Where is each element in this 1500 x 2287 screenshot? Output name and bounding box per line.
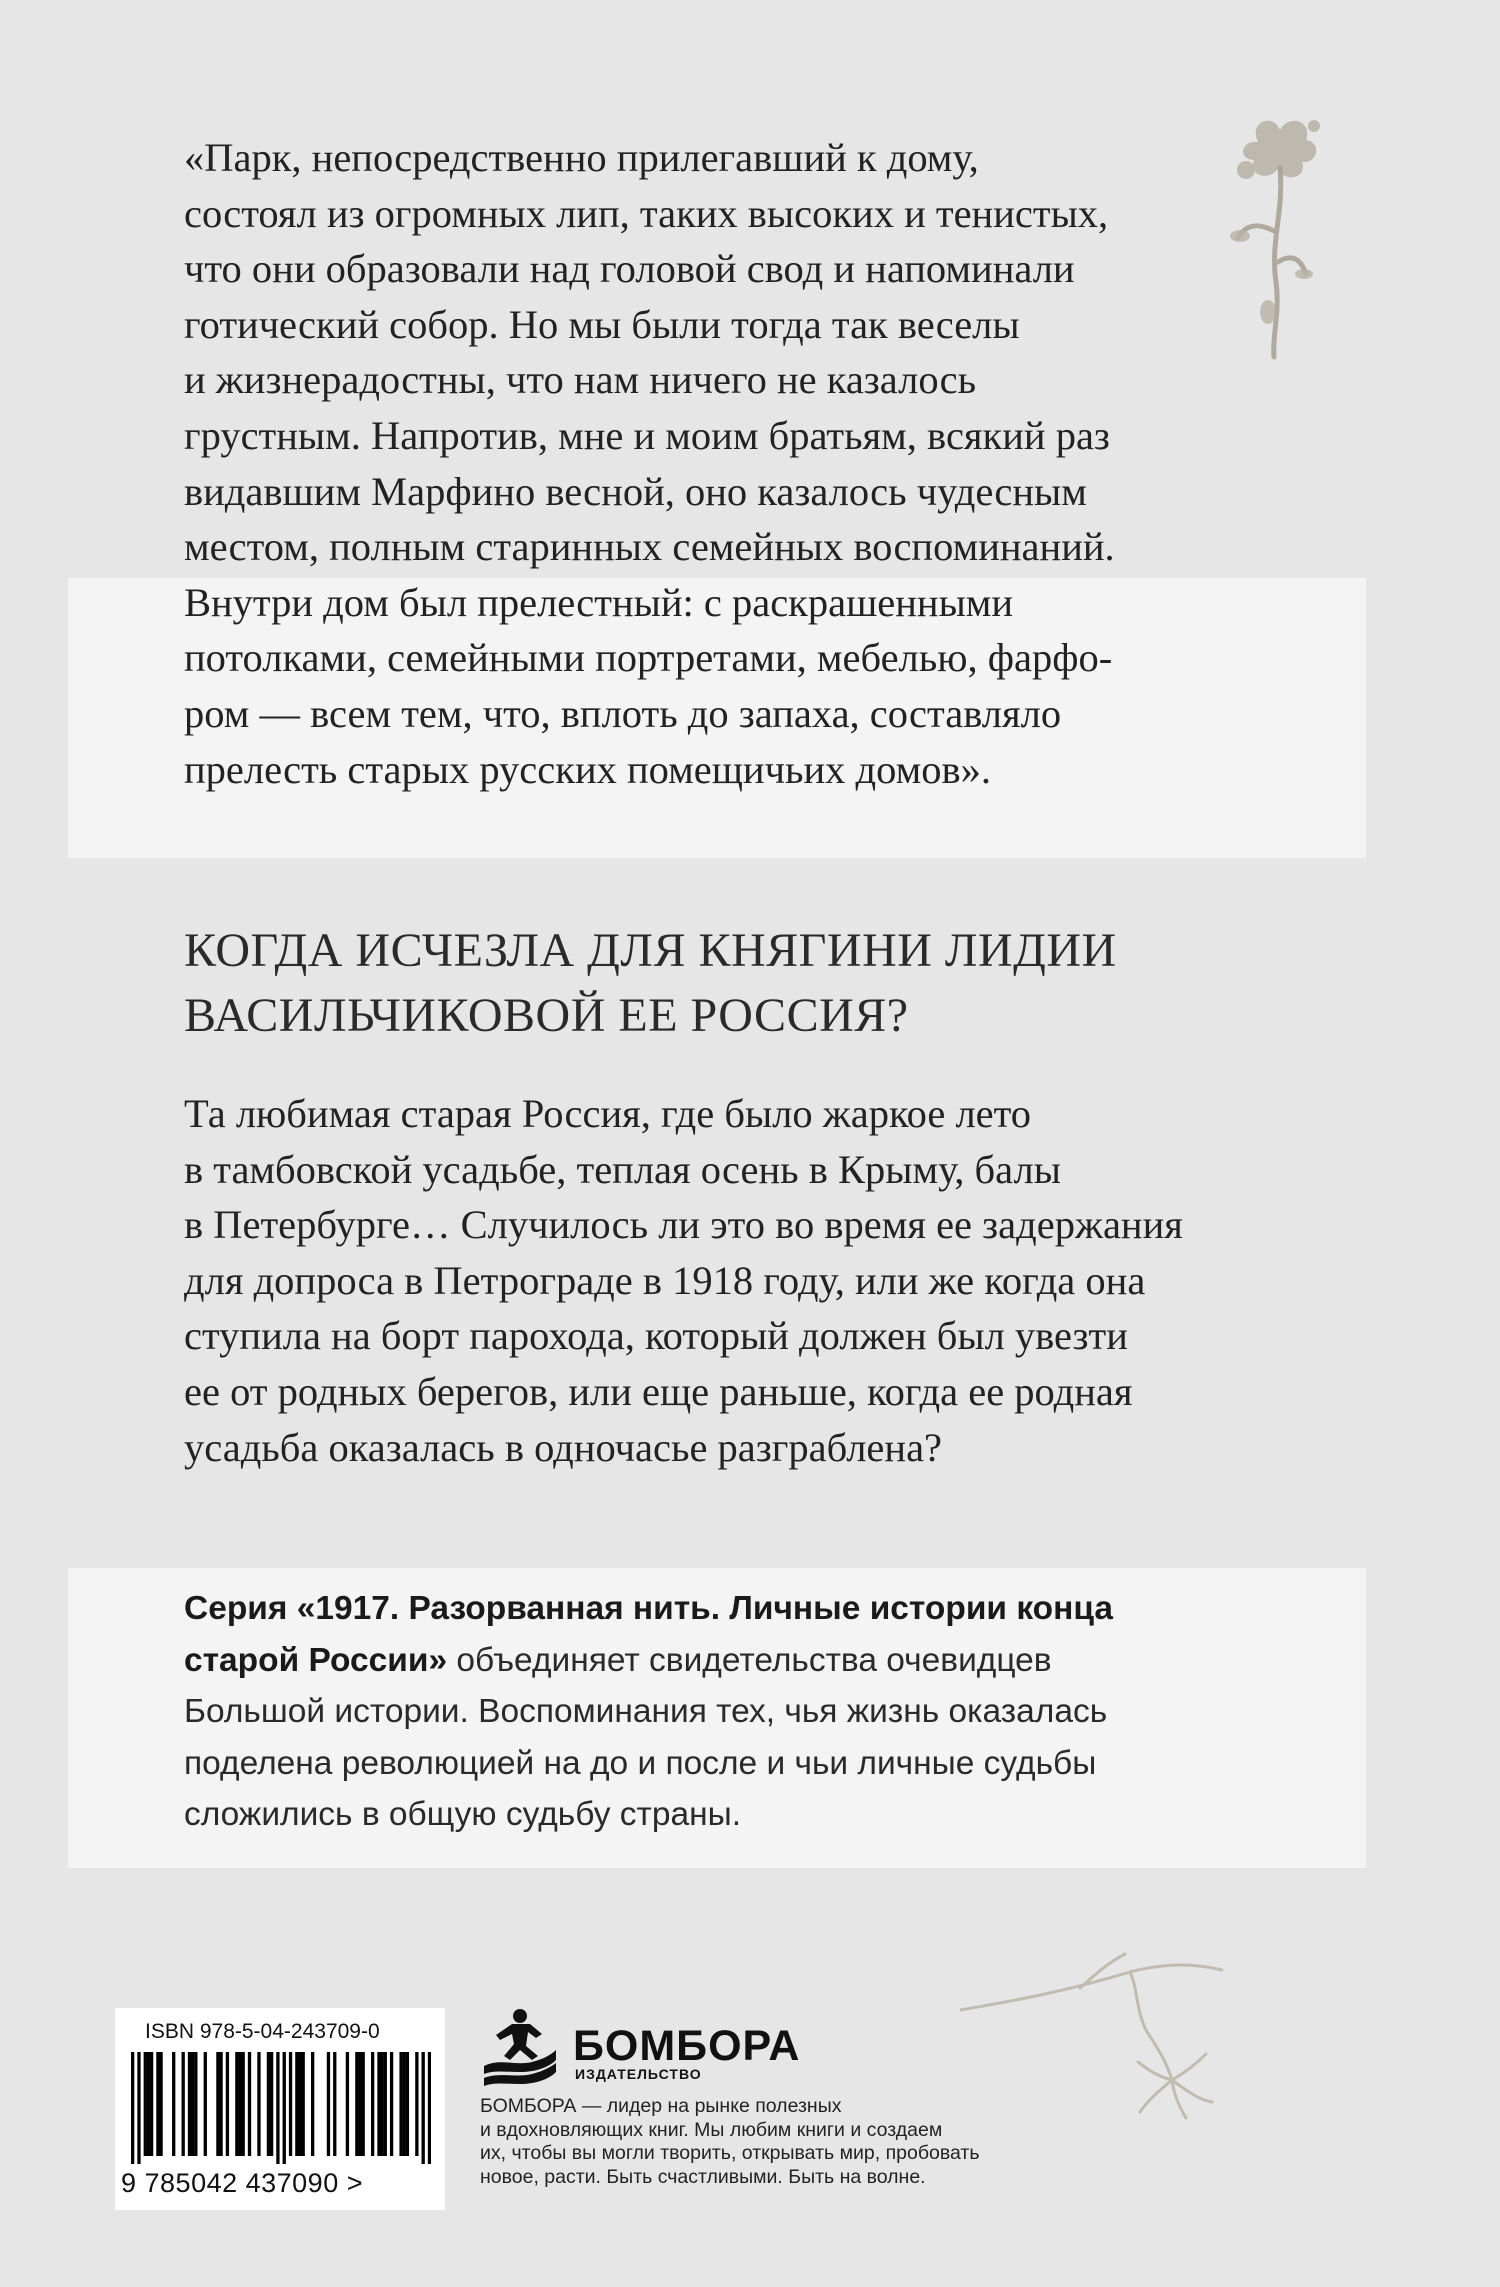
publisher-desc-line: их, чтобы вы могли творить, открывать мир, пробовать — [480, 2142, 980, 2164]
barcode-bar — [267, 2052, 270, 2156]
heading-line: ВАСИЛЬЧИКОВОЙ ЕЕ РОССИЯ? — [184, 989, 909, 1042]
barcode-bar — [219, 2052, 222, 2156]
body-line: усадьба оказалась в одночасье разграблена? — [184, 1424, 943, 1470]
quote-line: ром — всем тем, что, вплоть до запаха, составляло — [184, 690, 1062, 736]
body-line: ее от родных берегов, или еще раньше, когда ее родная — [184, 1368, 1133, 1414]
heading-line: КОГДА ИСЧЕЗЛА ДЛЯ КНЯГИНИ ЛИДИИ — [184, 924, 1117, 977]
publisher-description — [480, 2095, 980, 2189]
barcode-bar — [377, 2052, 380, 2156]
section-heading — [184, 918, 1117, 1048]
series-line — [184, 1583, 1113, 1635]
barcode-bar — [159, 2052, 162, 2156]
barcode-bar — [422, 2052, 425, 2164]
barcode-bar — [358, 2052, 361, 2156]
barcode-bar — [182, 2052, 185, 2156]
barcode-bar — [257, 2052, 260, 2156]
barcode-bar — [172, 2052, 175, 2156]
barcode-bar — [428, 2052, 431, 2164]
publisher-subtitle: ИЗДАТЕЛЬСТВО — [575, 2066, 702, 2082]
barcode-bar — [204, 2052, 207, 2156]
quote-line: Внутри дом был прелестный: с раскрашенными — [184, 579, 1014, 625]
barcode-bar — [238, 2052, 241, 2156]
series-line: сложились в общую судьбу страны. — [184, 1796, 742, 1833]
barcode-icon — [131, 2052, 431, 2164]
series-line: Большой истории. Воспоминания тех, чья жизнь оказалась — [184, 1693, 1108, 1730]
series-line: поделена революцией на до и после и чьи личные судьбы — [184, 1744, 1097, 1782]
barcode-bar — [355, 2052, 358, 2156]
quote-line: потолками, семейными портретами, мебелью, фарфо- — [184, 635, 1113, 681]
quote-line: «Парк, непосредственно прилегавший к дому, — [184, 135, 979, 180]
body-text — [184, 1086, 1183, 1475]
quote-line: прелесть старых русских помещичьих домов». — [184, 746, 991, 792]
barcode-bar — [248, 2052, 251, 2156]
barcode-bar — [380, 2052, 383, 2156]
series-title-bold: Серия «1917. Разорванная нить. Личные истории конца — [184, 1590, 1113, 1627]
barcode-bar — [270, 2052, 273, 2156]
barcode-bar — [390, 2052, 393, 2156]
barcode-bar — [283, 2052, 286, 2164]
barcode-bar — [371, 2052, 374, 2156]
quote-line: местом, полным старинных семейных воспоминаний. — [184, 524, 1115, 570]
barcode-bar — [415, 2052, 418, 2156]
body-line: для допроса в Петрограде в 1918 году, или же когда она — [184, 1257, 1146, 1303]
barcode-bar — [384, 2052, 387, 2156]
barcode-bar — [131, 2052, 134, 2164]
series-line — [184, 1635, 1113, 1687]
barcode-bar — [242, 2052, 245, 2156]
series-title-bold: старой России» — [184, 1641, 448, 1679]
publisher-desc-line: новое, расти. Быть счастливыми. Быть на волне. — [480, 2165, 926, 2188]
barcode-bar — [156, 2052, 159, 2156]
quote-line: что они образовали над головой свод и напоминали — [184, 246, 1075, 292]
branch-illustration-icon — [960, 1950, 1230, 2120]
publisher-desc-line: БОМБОРА — лидер на рынке полезных — [480, 2095, 842, 2117]
barcode-bar — [235, 2052, 238, 2156]
barcode-bar — [289, 2052, 292, 2156]
barcode-bar — [191, 2052, 194, 2156]
barcode-block — [115, 2008, 445, 2210]
barcode-bar — [188, 2052, 191, 2156]
body-line: ступила на борт парохода, который должен был увезти — [184, 1313, 1128, 1359]
barcode-bar — [399, 2052, 402, 2156]
flower-illustration-icon — [1218, 112, 1338, 362]
barcode-bar — [311, 2052, 314, 2156]
barcode-bar — [298, 2052, 301, 2156]
quote-line: состоял из огромных лип, таких высоких и тенистых, — [184, 190, 1109, 236]
isbn-label: ISBN 978-5-04-243709-0 — [145, 2020, 380, 2043]
quote-text — [184, 130, 1115, 797]
barcode-bar — [194, 2052, 197, 2156]
barcode-bar — [147, 2052, 150, 2156]
barcode-bar — [406, 2052, 409, 2156]
quote-line: видавшим Марфино весной, оно казалось чудесным — [184, 468, 1087, 514]
barcode-bar — [226, 2052, 229, 2156]
quote-line: готический собор. Но мы были тогда так веселы — [184, 301, 1020, 347]
barcode-bar — [295, 2052, 298, 2156]
barcode-bar — [144, 2052, 147, 2156]
barcode-bar — [302, 2052, 305, 2156]
ean-digits: 9 785042 437090 > — [121, 2168, 363, 2198]
barcode-bar — [216, 2052, 219, 2156]
body-line: в Петербурге… Случилось ли это во время ее задержания — [184, 1202, 1183, 1248]
body-line: в тамбовской усадьбе, теплая осень в Крыму, балы — [184, 1146, 1061, 1192]
surfer-logo-icon — [482, 2008, 558, 2088]
barcode-bar — [137, 2052, 140, 2164]
body-line: Та любимая старая Россия, где было жаркое лето — [184, 1091, 1032, 1136]
barcode-bar — [362, 2052, 365, 2156]
series-text-regular: объединяет свидетельства очевидцев — [447, 1641, 1052, 1679]
barcode-bar — [276, 2052, 279, 2164]
quote-line: и жизнерадостны, что нам ничего не казалось — [184, 357, 977, 403]
barcode-bar — [333, 2052, 336, 2156]
barcode-bar — [327, 2052, 330, 2156]
barcode-bar — [403, 2052, 406, 2156]
barcode-bar — [346, 2052, 349, 2156]
quote-line: грустным. Напротив, мне и моим братьям, всякий раз — [184, 412, 1110, 458]
publisher-name: БОМБОРА — [573, 2022, 801, 2070]
publisher-desc-line: и вдохновляющих книг. Мы любим книги и создаем — [480, 2118, 943, 2141]
series-description — [184, 1583, 1113, 1841]
barcode-bar — [150, 2052, 153, 2156]
